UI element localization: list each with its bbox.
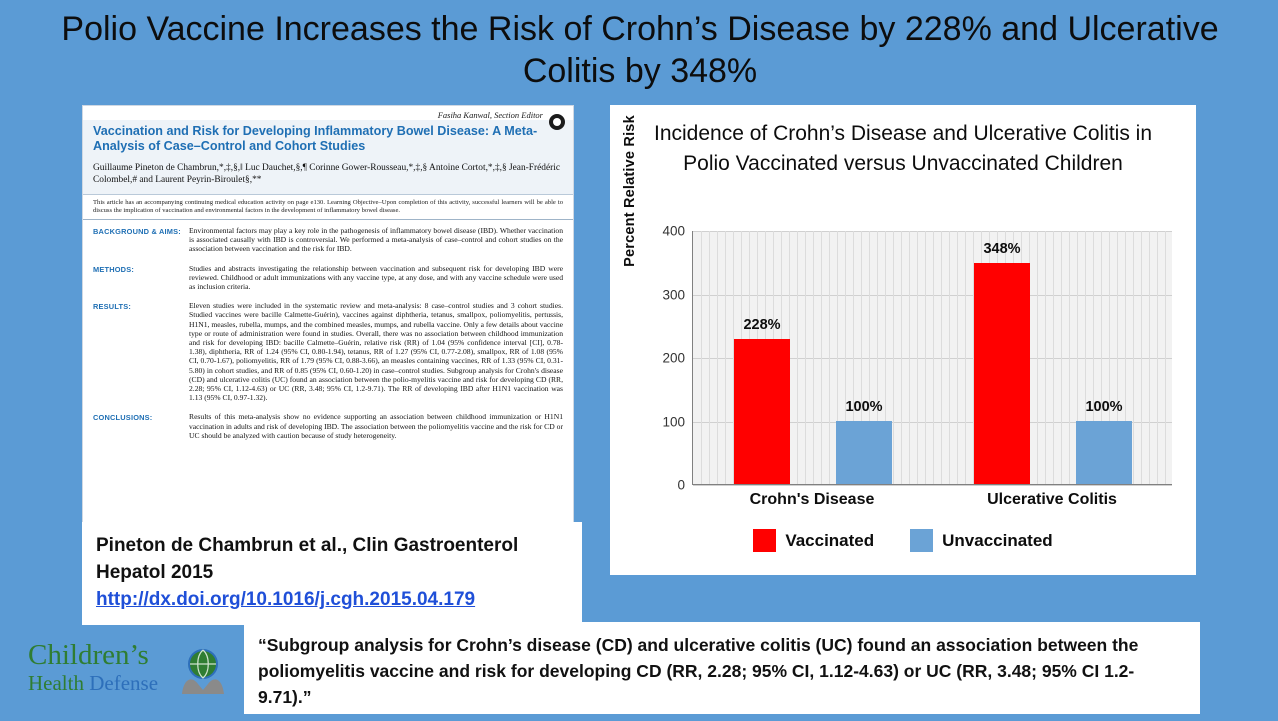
logo-word-health: Health [28,671,90,695]
abstract-section-text: Environmental factors may play a key role in the pathogenesis of inflammatory bowel disease (IBD). Whether vaccination is associated causally with IBD is controversial. We performed a meta-analysis of case–control and cohort studies on the association between vaccination and the risk for IBD. [189,226,563,254]
abstract-section [93,226,563,254]
chart-legend [610,529,1196,552]
paper-authors: Guillaume Pineton de Chambrun,*,‡,§,‖ Luc Dauchet,§,¶ Corinne Gower-Rousseau,*,‡,§ Antoine Cortot,*,‡,§ Jean-Frédéric Colombel,# and Laurent Peyrin-Biroulet§,** [93,163,561,185]
x-tick-label-0: Crohn's Disease [749,491,875,508]
abstract-section-label: BACKGROUND & AIMS: [93,227,181,236]
abstract-section-label: RESULTS: [93,302,132,312]
background-hatch-line [717,231,718,484]
legend-swatch-vaccinated [753,529,776,552]
paper-cme-note: This article has an accompanying continuing medical education activity on page e130. Learning Objective–Upon completion of this activity, successful learners will be able to discuss the implication of vaccination and environmental factors in the development of inflammatory bowel disease. [83,195,573,220]
legend-item-unvaccinated [910,529,1053,552]
background-hatch-line [965,231,966,484]
citation-doi-link[interactable]: http://dx.doi.org/10.1016/j.cgh.2015.04.179 [96,589,476,610]
background-hatch-line [701,231,702,484]
abstract-section [93,412,563,440]
background-hatch-line [797,231,798,484]
background-hatch-line [893,231,894,484]
logo-word-defense: Defense [89,671,159,695]
background-hatch-line [1165,231,1166,484]
abstract-section-text: Studies and abstracts investigating the relationship between vaccination and subsequent risk for developing IBD were reviewed. Childhood or adult immunizations with any vaccine type, at any dose, and with any vaccine schedule were used as inclusion criteria. [189,263,563,292]
citation-box [82,522,582,625]
background-hatch-line [1061,231,1062,484]
bar-value-label: 100% [1085,398,1123,415]
background-hatch-line [821,231,822,484]
background-hatch-line [1037,231,1038,484]
paper-abstract-body [83,220,573,440]
y-tick-label: 300 [662,287,685,302]
background-hatch-line [1053,231,1054,484]
bar-vaccinated-0 [734,317,790,484]
y-tick-label: 0 [677,477,685,493]
background-hatch-line [805,231,806,484]
background-hatch-line [709,231,710,484]
legend-item-vaccinated [753,529,874,552]
logo-wordmark [28,640,158,695]
bar-vaccinated-1 [974,241,1030,484]
bar-value-label: 228% [743,317,781,334]
background-hatch-line [917,231,918,484]
logo-line-1: Children’s [28,639,149,671]
background-hatch-line [813,231,814,484]
background-hatch-line [1157,231,1158,484]
legend-label-unvaccinated: Unvaccinated [942,530,1053,550]
bar-unvaccinated-1 [1076,398,1132,485]
citation-text: Pineton de Chambrun et al., Clin Gastroenterol Hepatol 2015 [96,535,519,583]
legend-label-vaccinated: Vaccinated [785,530,875,550]
organization-logo [18,638,234,704]
background-hatch-line [941,231,942,484]
abstract-section-text: Results of this meta-analysis show no evidence supporting an association between childhood immunization or H1N1 vaccination in adults and risk of developing IBD. The association between the poliomyelitis vaccine and the risk for CD or UC should be analyzed with caution because of study heterogeneity. [189,412,563,440]
bar-unvaccinated-0 [836,398,892,485]
globe-hands-icon [176,642,230,698]
background-hatch-line [957,231,958,484]
y-axis-label: Percent Relative Risk [622,115,638,267]
logo-line-2 [28,671,158,695]
y-tick-label: 400 [662,223,685,239]
abstract-section-label: CONCLUSIONS: [93,413,153,423]
background-hatch-line [925,231,926,484]
background-hatch-line [1141,231,1142,484]
bar-value-label: 100% [845,398,883,415]
quote-text: “Subgroup analysis for Crohn’s disease (CD) and ulcerative colitis (UC) found an association between the poliomyelitis vaccine and risk for developing CD (RR, 2.28; 95% CI, 1.12-4.63) or UC (RR, 3.48; 95% CI 1.2-9.71).” [258,635,1139,707]
background-hatch-line [1133,231,1134,484]
background-hatch-line [901,231,902,484]
paper-section-editor: Fasiha Kanwal, Section Editor [437,110,543,120]
y-gridline [693,485,1172,486]
abstract-section [93,301,563,402]
bar-value-label: 348% [983,241,1021,258]
abstract-section-text: Eleven studies were included in the systematic review and meta-analysis: 8 case–control studies and 3 cohort studies. Studied vaccines were bacille Calmette-Guérin), vaccines against diphtheria, tetanus, smallpox, poliomyelitis, pertussis, H1N1, measles, rubella, mumps, and the combined measles, mumps, and rubella vaccine. Only a few details about vaccine type or route of administration were found in studies. Overall, there was no association between childhood immunization and risk for developing IBD: bacille Calmette–Guérin, relative risk (RR) of 1.04 (95% confidence interval [CI], 0.78-1.38), diphtheria, RR of 1.24 (95% CI, 0.80-1.94), tetanus, RR of 1.27 (95% CI, 0.77-2.08), smallpox, RR of 1.08 (95% CI, 0.70-1.67), poliomyelitis, RR of 1.79 (95% CI, 0.88-3.66), an measles containing vaccines, RR of 1.33 (95% CI, 0.31-5.80) in cohort studies, and RR of 0.85 (95% CI, 0.60-1.20) in case–control studies. Subgroup analysis for Crohn's disease (CD) and ulcerative colitis (UC) found an association between the polio-myelitis vaccine and risk for developing CD (RR, 2.28; 95% CI, 1.12-4.63) or UC (RR, 3.48; 95% CI, 1.2-9.71). The RR of developing IBD after H1N1 vaccination was 1.13 (95% CI, 0.97-1.32). [189,301,563,403]
abstract-section [93,264,563,292]
legend-swatch-unvaccinated [910,529,933,552]
chart-panel [610,105,1196,575]
quote-box [244,622,1200,714]
abstract-section-label: METHODS: [93,264,135,274]
y-tick-label: 100 [662,414,685,429]
background-hatch-line [1045,231,1046,484]
journal-logo-icon [549,114,565,130]
page-title: Polio Vaccine Increases the Risk of Crohn’s Disease by 228% and Ulcerative Colitis by 348% [61,10,1219,90]
background-hatch-line [1069,231,1070,484]
background-hatch-line [909,231,910,484]
chart-title: Incidence of Crohn’s Disease and Ulcerative Colitis in Polio Vaccinated versus Unvaccinated Children [653,122,1153,175]
paper-title: Vaccination and Risk for Developing Inflammatory Bowel Disease: A Meta-Analysis of Case–Control and Cohort Studies [93,124,538,153]
background-hatch-line [829,231,830,484]
x-tick-label-1: Ulcerative Colitis [987,491,1117,508]
background-hatch-line [949,231,950,484]
paper-abstract-image [82,105,574,533]
plot-area [662,223,1172,493]
paper-header [83,120,573,195]
background-hatch-line [1149,231,1150,484]
y-tick-label: 200 [662,350,685,366]
background-hatch-line [933,231,934,484]
background-hatch-line [725,231,726,484]
